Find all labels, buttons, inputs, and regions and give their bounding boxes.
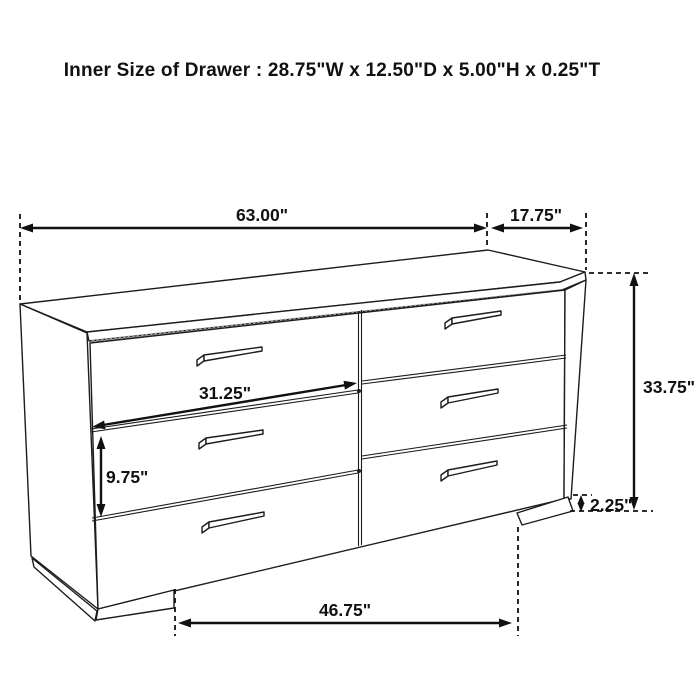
- dimension-base-height: [573, 495, 632, 515]
- overall-width-label: 63.00": [235, 205, 289, 225]
- diagram-title: Inner Size of Drawer : 28.75"W x 12.50"D x 5.00"H x 0.25"T: [63, 60, 601, 81]
- right-side-panel: [564, 280, 586, 499]
- base-span-label: 46.75": [318, 600, 372, 620]
- drawer-height-label: 9.75": [106, 467, 149, 487]
- left-side-panel: [20, 304, 98, 609]
- depth-label: 17.75": [509, 205, 563, 225]
- dimension-overall-height: [570, 273, 695, 511]
- base-height-label: 2.25": [590, 495, 633, 515]
- separator-joint: [357, 469, 361, 473]
- dresser-drawing: [20, 250, 586, 621]
- overall-height-label: 33.75": [643, 377, 696, 397]
- drawer-width-label: 31.25": [198, 383, 252, 403]
- dresser-front-face: [90, 290, 565, 609]
- separator-joint: [357, 389, 361, 393]
